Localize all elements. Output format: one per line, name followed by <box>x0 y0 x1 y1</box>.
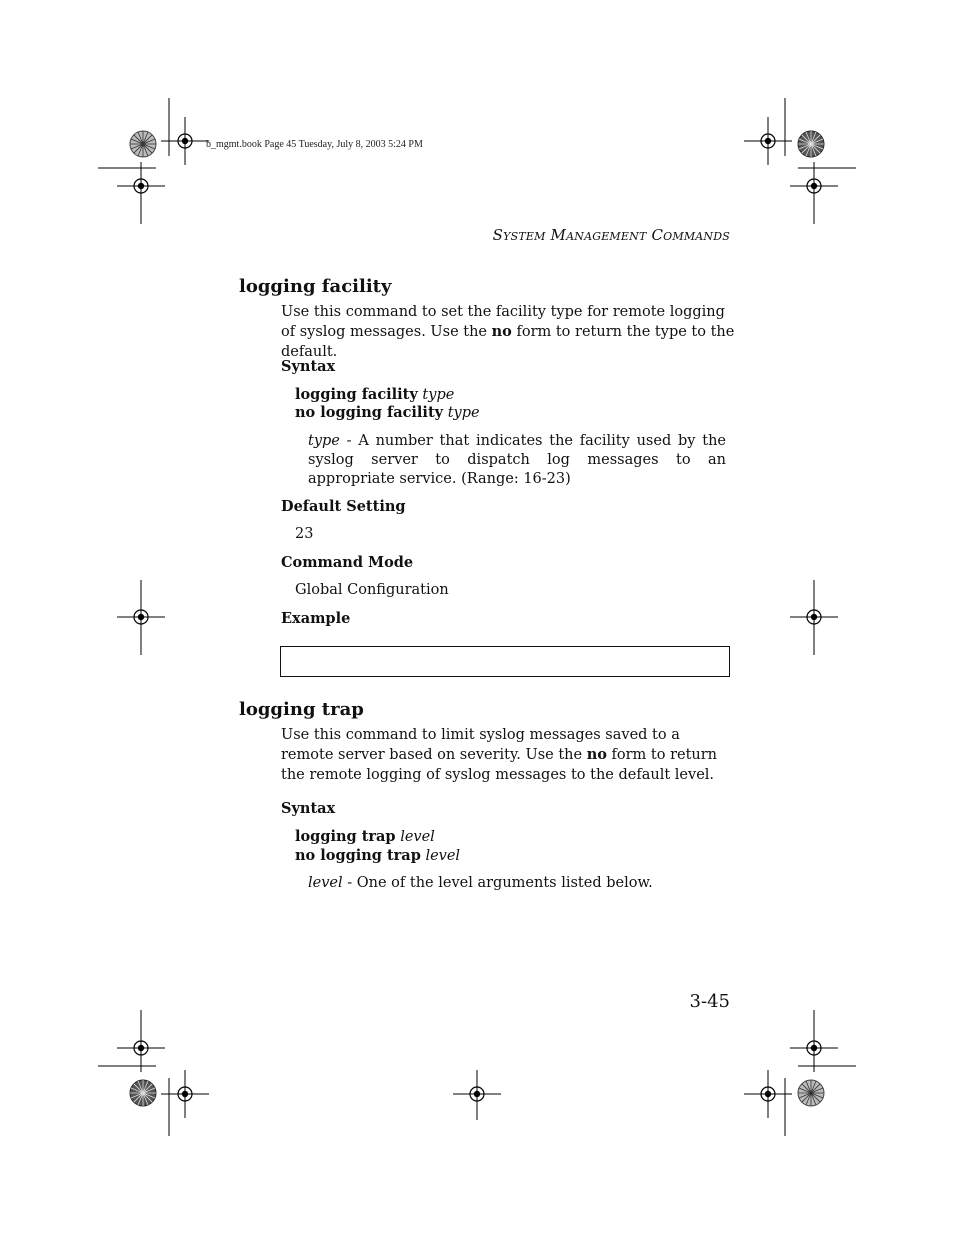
parameter-name: level <box>308 875 343 891</box>
desc-text-pre: Use this command to set the facility type for remote logging of syslog messages. Use the <box>281 304 725 340</box>
syntax-argument: level <box>400 829 435 845</box>
section-title-logging-trap: logging trap <box>239 699 364 720</box>
desc-text-bold: no <box>586 746 607 763</box>
syntax-command: logging trap <box>295 828 396 845</box>
page-number: 3-45 <box>689 991 730 1012</box>
default-setting-value: 23 <box>295 526 314 542</box>
section-title-logging-facility: logging facility <box>239 276 392 297</box>
syntax-heading: Syntax <box>281 358 336 375</box>
syntax-argument: level <box>425 848 461 864</box>
running-header: System Management Commands <box>492 226 730 244</box>
parameter-name: type <box>308 433 340 449</box>
command-mode-heading: Command Mode <box>281 554 414 571</box>
logging-facility-description <box>281 302 736 362</box>
command-mode-value: Global Configuration <box>295 582 449 598</box>
example-code-box <box>280 646 730 677</box>
example-heading: Example <box>281 610 351 627</box>
parameter-description <box>308 875 653 891</box>
syntax-argument: type <box>447 405 480 421</box>
default-setting-heading: Default Setting <box>281 498 406 515</box>
print-slug: b_mgmt.book Page 45 Tuesday, July 8, 2003 5:24 PM <box>206 139 423 150</box>
desc-text-post: form to return the remote logging of syslog messages to the default level. <box>281 747 718 783</box>
syntax-command: logging facility <box>295 386 418 403</box>
syntax-command: no logging trap <box>295 847 421 864</box>
syntax-line-2 <box>295 404 480 421</box>
parameter-description <box>308 432 726 489</box>
syntax-heading: Syntax <box>281 800 336 817</box>
syntax-line-1 <box>295 386 454 403</box>
parameter-text: - A number that indicates the facility used by the syslog server to dispatch log messages to an appropriate service. (Range: 16-23) <box>308 433 726 487</box>
syntax-line-1 <box>295 828 435 845</box>
desc-text-bold: no <box>491 323 512 340</box>
desc-text-post: form to return the type to the default. <box>281 324 735 360</box>
desc-text-pre: Use this command to limit syslog messages saved to a remote server based on severity. Use the <box>281 727 680 763</box>
logging-trap-description <box>281 725 736 785</box>
syntax-line-2 <box>295 847 460 864</box>
parameter-text: - One of the level arguments listed below. <box>342 875 653 891</box>
syntax-command: no logging facility <box>295 404 444 421</box>
syntax-argument: type <box>422 387 455 403</box>
